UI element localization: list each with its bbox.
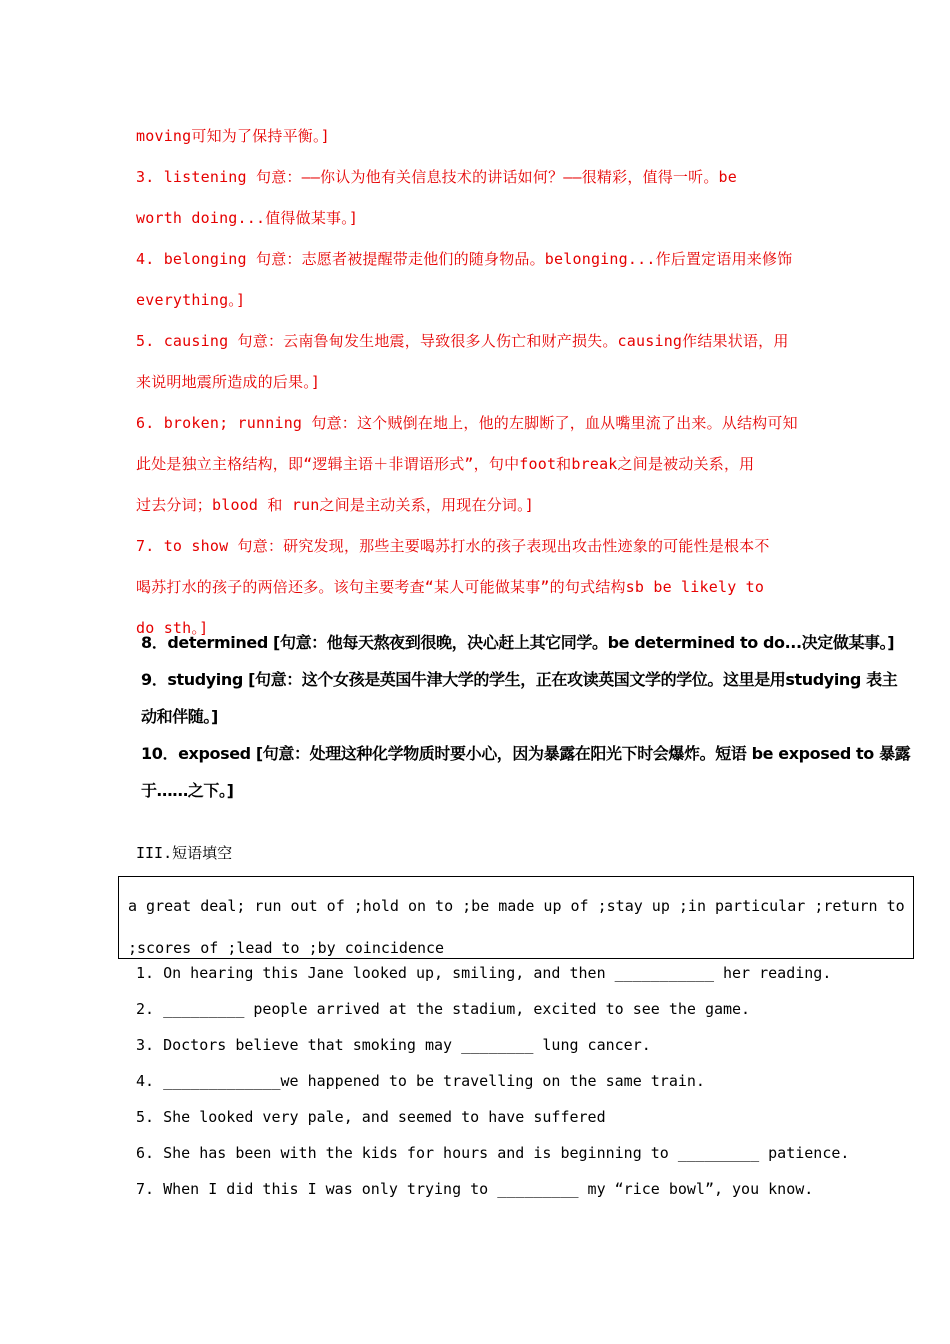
bold-answer-line: 动和伴随。] bbox=[141, 707, 218, 726]
bold-answer-line: 于……之下。] bbox=[141, 781, 234, 800]
answer-line: 喝苏打水的孩子的两倍还多。该句主要考查“某人可能做某事”的句式结构sb be likely to bbox=[136, 578, 765, 596]
answer-line: 4. belonging 句意：志愿者被提醒带走他们的随身物品。belonging...作后置定语用来修饰 bbox=[136, 250, 793, 268]
answer-line: worth doing...值得做某事。] bbox=[136, 209, 359, 227]
answer-line: 来说明地震所造成的后果。] bbox=[136, 373, 321, 391]
phrase-box bbox=[118, 876, 914, 959]
section-title: III.短语填空 bbox=[136, 844, 233, 862]
bold-answer-line: 8．determined [句意：他每天熬夜到很晚，决心赶上其它同学。be determined to do...决定做某事。] bbox=[141, 633, 895, 652]
answer-line: 此处是独立主格结构，即“逻辑主语＋非谓语形式”，句中foot和break之间是被动关系，用 bbox=[136, 455, 755, 473]
bold-answer-line: 10．exposed [句意：处理这种化学物质时要小心，因为暴露在阳光下时会爆炸。短语 be exposed to 暴露 bbox=[141, 744, 911, 763]
question-item: 5. She looked very pale, and seemed to have suffered bbox=[136, 1108, 606, 1126]
question-item: 2. _________ people arrived at the stadium, excited to see the game. bbox=[136, 1000, 751, 1018]
question-item: 7. When I did this I was only trying to _________ my “rice bowl”, you know. bbox=[136, 1180, 814, 1198]
answer-line: 7. to show 句意：研究发现，那些主要喝苏打水的孩子表现出攻击性迹象的可能性是根本不 bbox=[136, 537, 770, 555]
answer-line: everything。] bbox=[136, 291, 246, 309]
answer-explanations bbox=[136, 116, 826, 649]
question-item: 4. _____________we happened to be travelling on the same train. bbox=[136, 1072, 705, 1090]
bold-answer-line: 9．studying [句意：这个女孩是英国牛津大学的学生，正在攻读英国文学的学位。这里是用studying 表主 bbox=[141, 670, 898, 689]
answer-line: 3. listening 句意：——你认为他有关信息技术的讲话如何？——很精彩，值得一听。be bbox=[136, 168, 737, 186]
question-item: 3. Doctors believe that smoking may ________ lung cancer. bbox=[136, 1036, 651, 1054]
phrase-box-line: a great deal; run out of ;hold on to ;be made up of ;stay up ;in particular ;return to bbox=[128, 897, 905, 915]
phrase-box-line: ;scores of ;lead to ;by coincidence bbox=[128, 939, 445, 957]
answer-line: moving可知为了保持平衡。] bbox=[136, 127, 330, 145]
answer-line: 过去分词；blood 和 run之间是主动关系，用现在分词。] bbox=[136, 496, 535, 514]
answer-line: 5. causing 句意：云南鲁甸发生地震，导致很多人伤亡和财产损失。causing作结果状语，用 bbox=[136, 332, 789, 350]
question-item: 1. On hearing this Jane looked up, smiling, and then ___________ her reading. bbox=[136, 964, 832, 982]
answer-line: do sth。] bbox=[136, 619, 209, 637]
bold-answer-explanations bbox=[141, 624, 911, 809]
question-item: 6. She has been with the kids for hours and is beginning to _________ patience. bbox=[136, 1144, 850, 1162]
answer-line: 6. broken; running 句意：这个贼倒在地上，他的左脚断了，血从嘴里流了出来。从结构可知 bbox=[136, 414, 798, 432]
